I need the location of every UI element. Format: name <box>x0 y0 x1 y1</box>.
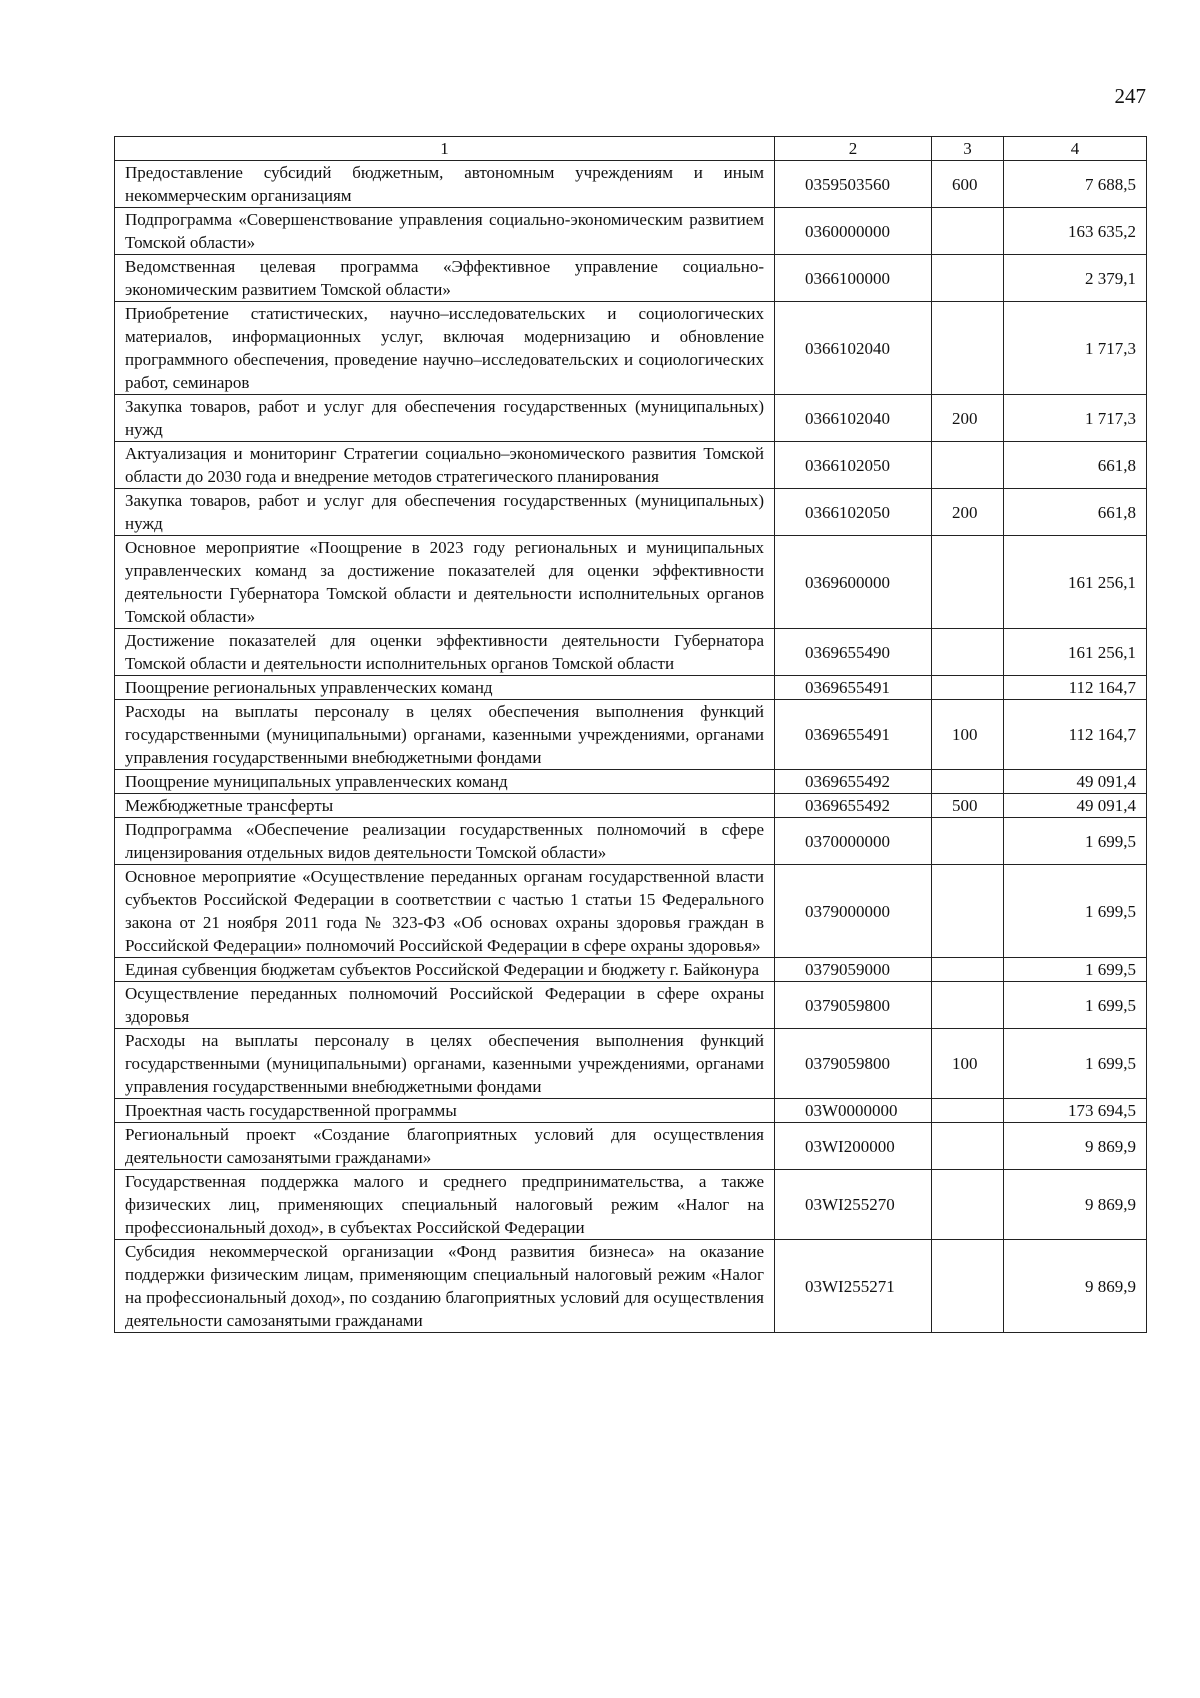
row-code-cell: 0379059800 <box>775 982 932 1029</box>
row-type-cell <box>932 770 1004 794</box>
row-name-cell: Осуществление переданных полномочий Российской Федерации в сфере охраны здоровья <box>115 982 775 1029</box>
table-row <box>115 536 1147 629</box>
budget-table <box>114 136 1147 1333</box>
row-type-cell <box>932 208 1004 255</box>
table-row <box>115 208 1147 255</box>
row-amount-cell: 661,8 <box>1004 442 1147 489</box>
row-type-cell <box>932 1099 1004 1123</box>
table-row <box>115 1029 1147 1099</box>
row-name-cell: Поощрение региональных управленческих команд <box>115 676 775 700</box>
row-name-cell: Единая субвенция бюджетам субъектов Российской Федерации и бюджету г. Байконура <box>115 958 775 982</box>
row-name-cell: Подпрограмма «Совершенствование управления социально-экономическим развитием Томской области» <box>115 208 775 255</box>
row-code-cell: 0359503560 <box>775 161 932 208</box>
row-code-cell: 03WI200000 <box>775 1123 932 1170</box>
row-amount-cell: 1 699,5 <box>1004 982 1147 1029</box>
table-row <box>115 1240 1147 1333</box>
row-code-cell: 0369655490 <box>775 629 932 676</box>
row-name-cell: Региональный проект «Создание благоприятных условий для осуществления деятельности самозанятыми гражданами» <box>115 1123 775 1170</box>
row-name-cell: Субсидия некоммерческой организации «Фонд развития бизнеса» на оказание поддержки физическим лицам, применяющим специальный налоговый режим «Налог на профессиональный доход», по созданию благоприятных условий для осуществления деятельности самозанятыми гражданами <box>115 1240 775 1333</box>
row-code-cell: 03WI255270 <box>775 1170 932 1240</box>
row-type-cell <box>932 1240 1004 1333</box>
row-code-cell: 03W0000000 <box>775 1099 932 1123</box>
table-row <box>115 958 1147 982</box>
row-name-cell: Основное мероприятие «Поощрение в 2023 году региональных и муниципальных управленческих команд за достижение показателей для оценки эффективности деятельности Губернатора Томской области и деятельности исполнительных органов Томской области» <box>115 536 775 629</box>
row-code-cell: 0369655491 <box>775 676 932 700</box>
row-type-cell <box>932 982 1004 1029</box>
row-amount-cell: 1 699,5 <box>1004 865 1147 958</box>
row-name-cell: Проектная часть государственной программы <box>115 1099 775 1123</box>
row-code-cell: 0379059800 <box>775 1029 932 1099</box>
row-name-cell: Расходы на выплаты персоналу в целях обеспечения выполнения функций государственными (муниципальными) органами, казенными учреждениями, органами управления государственными внебюджетными фондами <box>115 700 775 770</box>
row-code-cell: 0360000000 <box>775 208 932 255</box>
row-amount-cell: 49 091,4 <box>1004 770 1147 794</box>
row-type-cell <box>932 676 1004 700</box>
table-row <box>115 818 1147 865</box>
row-amount-cell: 7 688,5 <box>1004 161 1147 208</box>
row-type-cell <box>932 1170 1004 1240</box>
table-row <box>115 794 1147 818</box>
row-amount-cell: 161 256,1 <box>1004 536 1147 629</box>
row-type-cell <box>932 1123 1004 1170</box>
row-type-cell: 500 <box>932 794 1004 818</box>
table-row <box>115 982 1147 1029</box>
row-type-cell <box>932 865 1004 958</box>
table-row <box>115 1123 1147 1170</box>
row-name-cell: Межбюджетные трансферты <box>115 794 775 818</box>
row-type-cell <box>932 442 1004 489</box>
row-name-cell: Расходы на выплаты персоналу в целях обеспечения выполнения функций государственными (муниципальными) органами, казенными учреждениями, органами управления государственными внебюджетными фондами <box>115 1029 775 1099</box>
row-name-cell: Закупка товаров, работ и услуг для обеспечения государственных (муниципальных) нужд <box>115 489 775 536</box>
row-name-cell: Предоставление субсидий бюджетным, автономным учреждениям и иным некоммерческим организациям <box>115 161 775 208</box>
row-code-cell: 0366102040 <box>775 302 932 395</box>
table-row <box>115 865 1147 958</box>
column-header-amount: 4 <box>1004 137 1147 161</box>
row-name-cell: Достижение показателей для оценки эффективности деятельности Губернатора Томской области и деятельности исполнительных органов Томской области <box>115 629 775 676</box>
row-code-cell: 0366100000 <box>775 255 932 302</box>
row-name-cell: Подпрограмма «Обеспечение реализации государственных полномочий в сфере лицензирования отдельных видов деятельности Томской области» <box>115 818 775 865</box>
row-amount-cell: 49 091,4 <box>1004 794 1147 818</box>
row-code-cell: 0379000000 <box>775 865 932 958</box>
row-type-cell <box>932 818 1004 865</box>
row-code-cell: 0379059000 <box>775 958 932 982</box>
table-row <box>115 676 1147 700</box>
row-code-cell: 0369655492 <box>775 770 932 794</box>
table-row <box>115 161 1147 208</box>
table-header-row <box>115 137 1147 161</box>
row-name-cell: Приобретение статистических, научно–исследовательских и социологических материалов, информационных услуг, включая модернизацию и обновление программного обеспечения, проведение научно–исследовательских и социологических работ, семинаров <box>115 302 775 395</box>
row-amount-cell: 112 164,7 <box>1004 700 1147 770</box>
table-row <box>115 1099 1147 1123</box>
table-row <box>115 629 1147 676</box>
row-amount-cell: 1 717,3 <box>1004 395 1147 442</box>
row-code-cell: 0366102050 <box>775 442 932 489</box>
row-amount-cell: 173 694,5 <box>1004 1099 1147 1123</box>
row-name-cell: Поощрение муниципальных управленческих команд <box>115 770 775 794</box>
row-code-cell: 0366102050 <box>775 489 932 536</box>
row-amount-cell: 112 164,7 <box>1004 676 1147 700</box>
row-type-cell: 200 <box>932 489 1004 536</box>
row-amount-cell: 9 869,9 <box>1004 1240 1147 1333</box>
row-code-cell: 0369655491 <box>775 700 932 770</box>
row-name-cell: Ведомственная целевая программа «Эффективное управление социально-экономическим развитием Томской области» <box>115 255 775 302</box>
table-row <box>115 770 1147 794</box>
page-number: 247 <box>1114 84 1146 108</box>
row-type-cell: 600 <box>932 161 1004 208</box>
row-amount-cell: 163 635,2 <box>1004 208 1147 255</box>
row-type-cell <box>932 958 1004 982</box>
row-type-cell <box>932 629 1004 676</box>
row-name-cell: Основное мероприятие «Осуществление переданных органам государственной власти субъектов Российской Федерации в соответствии с частью 1 статьи 15 Федерального закона от 21 ноября 2011 года № 323-ФЗ «Об основах охраны здоровья граждан в Российской Федерации» полномочий Российской Федерации в сфере охраны здоровья» <box>115 865 775 958</box>
row-type-cell <box>932 536 1004 629</box>
row-code-cell: 0366102040 <box>775 395 932 442</box>
row-type-cell: 200 <box>932 395 1004 442</box>
row-amount-cell: 9 869,9 <box>1004 1170 1147 1240</box>
row-code-cell: 0370000000 <box>775 818 932 865</box>
table-row <box>115 489 1147 536</box>
row-type-cell <box>932 302 1004 395</box>
row-code-cell: 0369655492 <box>775 794 932 818</box>
row-amount-cell: 1 717,3 <box>1004 302 1147 395</box>
table-row <box>115 395 1147 442</box>
table-row <box>115 302 1147 395</box>
column-header-name: 1 <box>115 137 775 161</box>
row-type-cell: 100 <box>932 700 1004 770</box>
table-row <box>115 255 1147 302</box>
row-amount-cell: 161 256,1 <box>1004 629 1147 676</box>
table-row <box>115 1170 1147 1240</box>
table-row <box>115 700 1147 770</box>
row-amount-cell: 661,8 <box>1004 489 1147 536</box>
table-body <box>115 161 1147 1333</box>
row-name-cell: Государственная поддержка малого и среднего предпринимательства, а также физических лиц, применяющих специальный налоговый режим «Налог на профессиональный доход», в субъектах Российской Федерации <box>115 1170 775 1240</box>
row-amount-cell: 1 699,5 <box>1004 818 1147 865</box>
row-type-cell: 100 <box>932 1029 1004 1099</box>
row-amount-cell: 1 699,5 <box>1004 958 1147 982</box>
row-name-cell: Актуализация и мониторинг Стратегии социально–экономического развития Томской области до 2030 года и внедрение методов стратегического планирования <box>115 442 775 489</box>
column-header-type: 3 <box>932 137 1004 161</box>
row-code-cell: 03WI255271 <box>775 1240 932 1333</box>
row-type-cell <box>932 255 1004 302</box>
column-header-code: 2 <box>775 137 932 161</box>
row-amount-cell: 2 379,1 <box>1004 255 1147 302</box>
row-code-cell: 0369600000 <box>775 536 932 629</box>
row-amount-cell: 9 869,9 <box>1004 1123 1147 1170</box>
row-name-cell: Закупка товаров, работ и услуг для обеспечения государственных (муниципальных) нужд <box>115 395 775 442</box>
table-row <box>115 442 1147 489</box>
row-amount-cell: 1 699,5 <box>1004 1029 1147 1099</box>
